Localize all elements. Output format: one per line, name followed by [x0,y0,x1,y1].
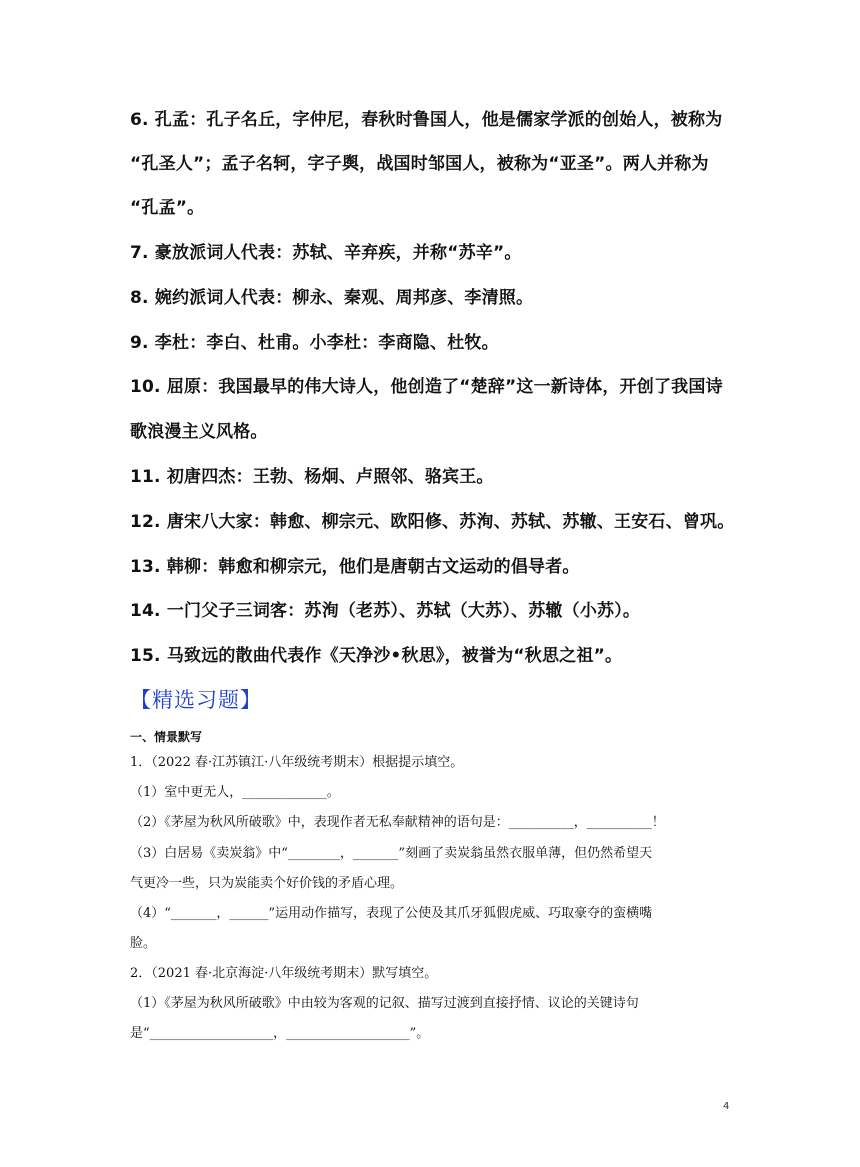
sub-title: 一、情景默写 [130,730,203,744]
exercise-1-item-1: （1）室中更无人，_____________。 [130,785,340,800]
exercise-1-item-4-line2: 脸。 [130,936,157,951]
knowledge-point-13: 13. 韩柳：韩愈和柳宗元，他们是唐朝古文运动的倡导者。 [130,557,580,577]
exercise-2-item-1-line2: 是“___________________，___________________”。 [130,1026,430,1041]
knowledge-point-7: 7. 豪放派词人代表：苏轼、辛弃疾，并称“苏辛”。 [130,243,522,263]
knowledge-point-10-line2: 歌浪漫主义风格。 [130,422,268,442]
exercise-1-item-2: （2）《茅屋为秋风所破歌》中，表现作者无私奉献精神的语句是：__________，__________！ [130,815,665,830]
knowledge-point-15: 15. 马致远的散曲代表作《天净沙•秋思》，被誉为“秋思之祖”。 [130,646,623,666]
knowledge-point-11: 11. 初唐四杰：王勃、杨炯、卢照邻、骆宾王。 [130,467,494,487]
knowledge-point-10-line1: 10. 屈原：我国最早的伟大诗人，他创造了“楚辞”这一新诗体，开创了我国诗 [130,377,723,397]
knowledge-point-8: 8. 婉约派词人代表：柳永、秦观、周邦彦、李清照。 [130,288,534,308]
knowledge-point-6-line1: 6. 孔孟：孔子名丘，字仲尼，春秋时鲁国人，他是儒家学派的创始人，被称为 [130,110,723,130]
exercise-2-heading: 2．（2021 春·北京海淀·八年级统考期末）默写填空。 [130,966,438,981]
section-title: 【精选习题】 [130,688,262,712]
page-number: 4 [723,1101,730,1112]
exercise-2-item-1-line1: （1）《茅屋为秋风所破歌》中由较为客观的记叙、描写过渡到直接抒情、议论的关键诗句 [130,996,639,1011]
knowledge-point-6-line2: “孔圣人”；孟子名轲，字子舆，战国时邹国人，被称为“亚圣”。两人并称为 [130,154,709,174]
exercise-1-item-4-line1: （4）“_______，______”运用动作描写，表现了公使及其爪牙狐假虎威、巧取豪夺的蛮横嘴 [130,906,653,921]
knowledge-point-6-line3: “孔孟”。 [130,198,205,218]
knowledge-point-9: 9. 李杜：李白、杜甫。小李杜：李商隐、杜牧。 [130,333,499,353]
exercise-1-heading: 1．（2022 春·江苏镇江·八年级统考期末）根据提示填空。 [130,755,464,770]
knowledge-point-14: 14. 一门父子三词客：苏洵（老苏）、苏轼（大苏）、苏辙（小苏）。 [130,601,641,621]
exercise-1-item-3-line2: 气更冷一些，只为炭能卖个好价钱的矛盾心理。 [130,876,404,891]
exercise-1-item-3-line1: （3）白居易《卖炭翁》中“________，_______”刻画了卖炭翁虽然衣服单薄，但仍然希望天 [130,846,653,861]
knowledge-point-12: 12. 唐宋八大家：韩愈、柳宗元、欧阳修、苏洵、苏轼、苏辙、王安石、曾巩。 [130,512,735,532]
